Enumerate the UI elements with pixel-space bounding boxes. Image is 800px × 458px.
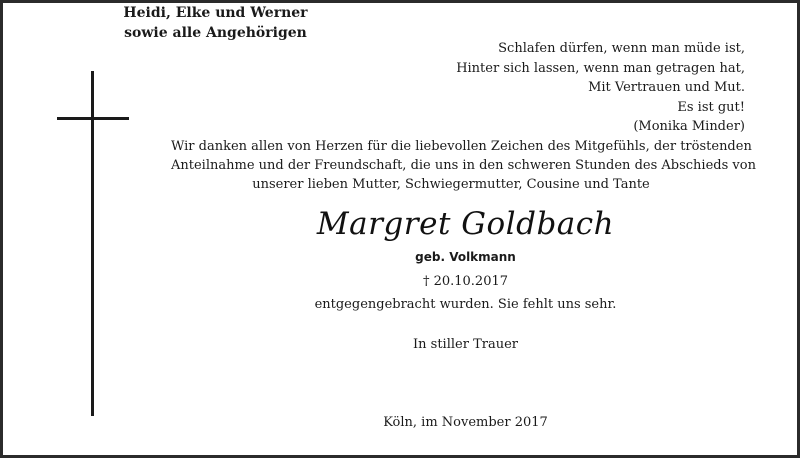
thanks-line: unserer lieben Mutter, Schwiegermutter, Cousine und Tante [252, 177, 650, 192]
poem-line: Hinter sich lassen, wenn man getragen hat, [456, 60, 745, 76]
poem [456, 39, 745, 137]
mourning-text: In stiller Trauer [413, 337, 518, 352]
maiden-name: geb. Volkmann [415, 250, 516, 264]
thanks-line: Wir danken allen von Herzen für die liebevollen Zeichen des Mitgefühls, der tröstenden [171, 139, 752, 154]
thanks-line: Anteilnahme und der Freundschaft, die uns in den schweren Stunden des Abschieds von [171, 158, 756, 173]
poem-line: Es ist gut! [677, 99, 745, 115]
cross-horizontal-bar [57, 117, 129, 120]
deceased-name: Margret Goldbach [316, 206, 615, 242]
poem-line: Mit Vertrauen und Mut. [588, 80, 745, 95]
thanks-text [171, 137, 756, 194]
signers-line: Heidi, Elke und Werner [123, 5, 308, 21]
place-date: Köln, im November 2017 [383, 415, 548, 430]
received-text: entgegengebracht wurden. Sie fehlt uns sehr. [314, 297, 617, 312]
poem-line: Schlafen dürfen, wenn man müde ist, [498, 41, 745, 56]
cross-vertical-bar [91, 71, 94, 416]
signers [3, 3, 428, 43]
poem-author: (Monika Minder) [633, 119, 745, 134]
death-date: † 20.10.2017 [422, 274, 509, 289]
signers-line: sowie alle Angehörigen [124, 25, 307, 41]
